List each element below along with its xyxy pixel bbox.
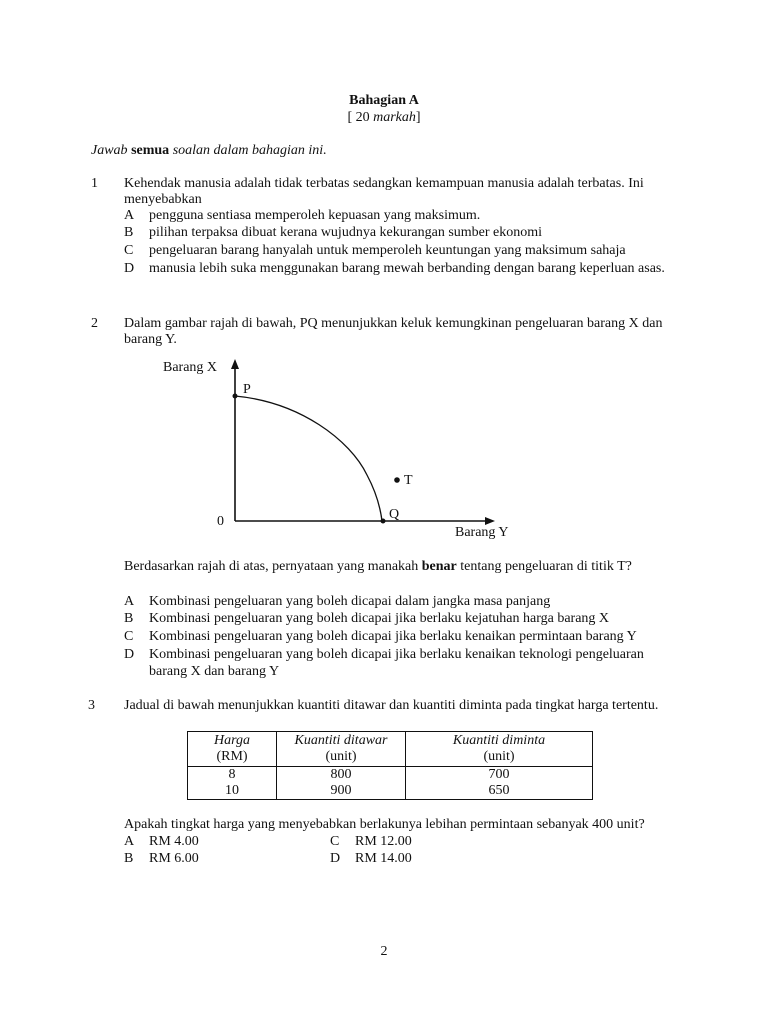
table-cell: 900 (277, 783, 406, 800)
point-q-label: Q (389, 507, 400, 522)
option-letter: C (124, 629, 134, 644)
x-axis-label: Barang Y (455, 525, 509, 540)
table-row (188, 767, 593, 784)
ppc-curve (235, 396, 382, 521)
option-text: manusia lebih suka menggunakan barang mewah berbanding dengan barang keperluan asas. (149, 261, 665, 276)
option-letter: C (330, 834, 340, 849)
header-unit: (unit) (483, 749, 515, 764)
header-unit: (RM) (216, 749, 248, 764)
origin-label: 0 (217, 514, 224, 529)
point-q-marker (381, 519, 386, 524)
table-cell: 10 (188, 783, 277, 800)
table-cell: 8 (188, 767, 277, 784)
option-text: Kombinasi pengeluaran yang boleh dicapai jika berlaku kenaikan permintaan barang Y (149, 629, 637, 644)
table-cell: 650 (406, 783, 593, 800)
instruction: Jawab semua soalan dalam bahagian ini. (91, 143, 327, 158)
question-number: 1 (91, 176, 98, 191)
header-harga: Harga (213, 733, 251, 748)
question-stem: Kehendak manusia adalah tidak terbatas sedangkan kemampuan manusia adalah terbatas. Ini (124, 176, 644, 191)
option-letter: C (124, 243, 134, 258)
point-p-marker (233, 394, 238, 399)
option-text: Kombinasi pengeluaran yang boleh dicapai jika berlaku kejatuhan harga barang X (149, 611, 610, 626)
option-letter: B (124, 611, 134, 626)
y-axis-label: Barang X (163, 360, 218, 375)
table-cell: 800 (277, 767, 406, 784)
table-row (188, 783, 593, 800)
option-letter: A (124, 594, 135, 609)
point-p-label: P (243, 382, 251, 397)
page-number: 2 (380, 944, 388, 959)
option-letter: B (124, 225, 134, 240)
question-stem: barang Y. (124, 332, 177, 347)
option-text: pengguna sentiasa memperoleh kepuasan yang maksimum. (149, 208, 481, 223)
y-axis-arrow-icon (231, 359, 239, 369)
option-letter: B (124, 851, 134, 866)
question-text: Apakah tingkat harga yang menyebabkan berlakunya lebihan permintaan sebanyak 400 unit? (124, 817, 645, 832)
point-t-label: T (404, 473, 413, 488)
option-text: pengeluaran barang hanyalah untuk memperoleh keuntungan yang maksimum sahaja (149, 243, 626, 258)
option-letter: D (124, 261, 135, 276)
price-quantity-table (187, 731, 593, 800)
question-number: 3 (88, 698, 95, 713)
option-letter: D (124, 647, 135, 662)
option-text: Kombinasi pengeluaran yang boleh dicapai jika berlaku kenaikan teknologi pengeluaran (149, 647, 644, 662)
option-letter: A (124, 208, 135, 223)
option-text: RM 4.00 (149, 834, 199, 849)
header-kuantiti-ditawar: Kuantiti ditawar (294, 733, 388, 748)
option-text: Kombinasi pengeluaran yang boleh dicapai dalam jangka masa panjang (149, 594, 551, 609)
question-stem: Jadual di bawah menunjukkan kuantiti ditawar dan kuantiti diminta pada tingkat harga tertentu. (124, 698, 659, 713)
point-t-marker (394, 477, 400, 483)
option-text: RM 6.00 (149, 851, 199, 866)
header-kuantiti-diminta: Kuantiti diminta (452, 733, 546, 748)
option-text: RM 12.00 (355, 834, 412, 849)
option-letter: D (330, 851, 341, 866)
question-stem: Dalam gambar rajah di bawah, PQ menunjukkan keluk kemungkinan pengeluaran barang X dan (124, 316, 663, 331)
table-cell: 700 (406, 767, 593, 784)
section-title: Bahagian A (349, 93, 419, 108)
question-number: 2 (91, 316, 98, 331)
section-marks: [ 20 markah] (347, 110, 421, 125)
option-text: RM 14.00 (355, 851, 412, 866)
header-unit: (unit) (325, 749, 357, 764)
option-text: barang X dan barang Y (149, 664, 280, 679)
question-stem: menyebabkan (124, 192, 202, 207)
option-letter: A (124, 834, 135, 849)
question-text: Berdasarkan rajah di atas, pernyataan yang manakah benar tentang pengeluaran di titik T? (124, 559, 632, 574)
option-text: pilihan terpaksa dibuat kerana wujudnya kekurangan sumber ekonomi (149, 225, 543, 240)
